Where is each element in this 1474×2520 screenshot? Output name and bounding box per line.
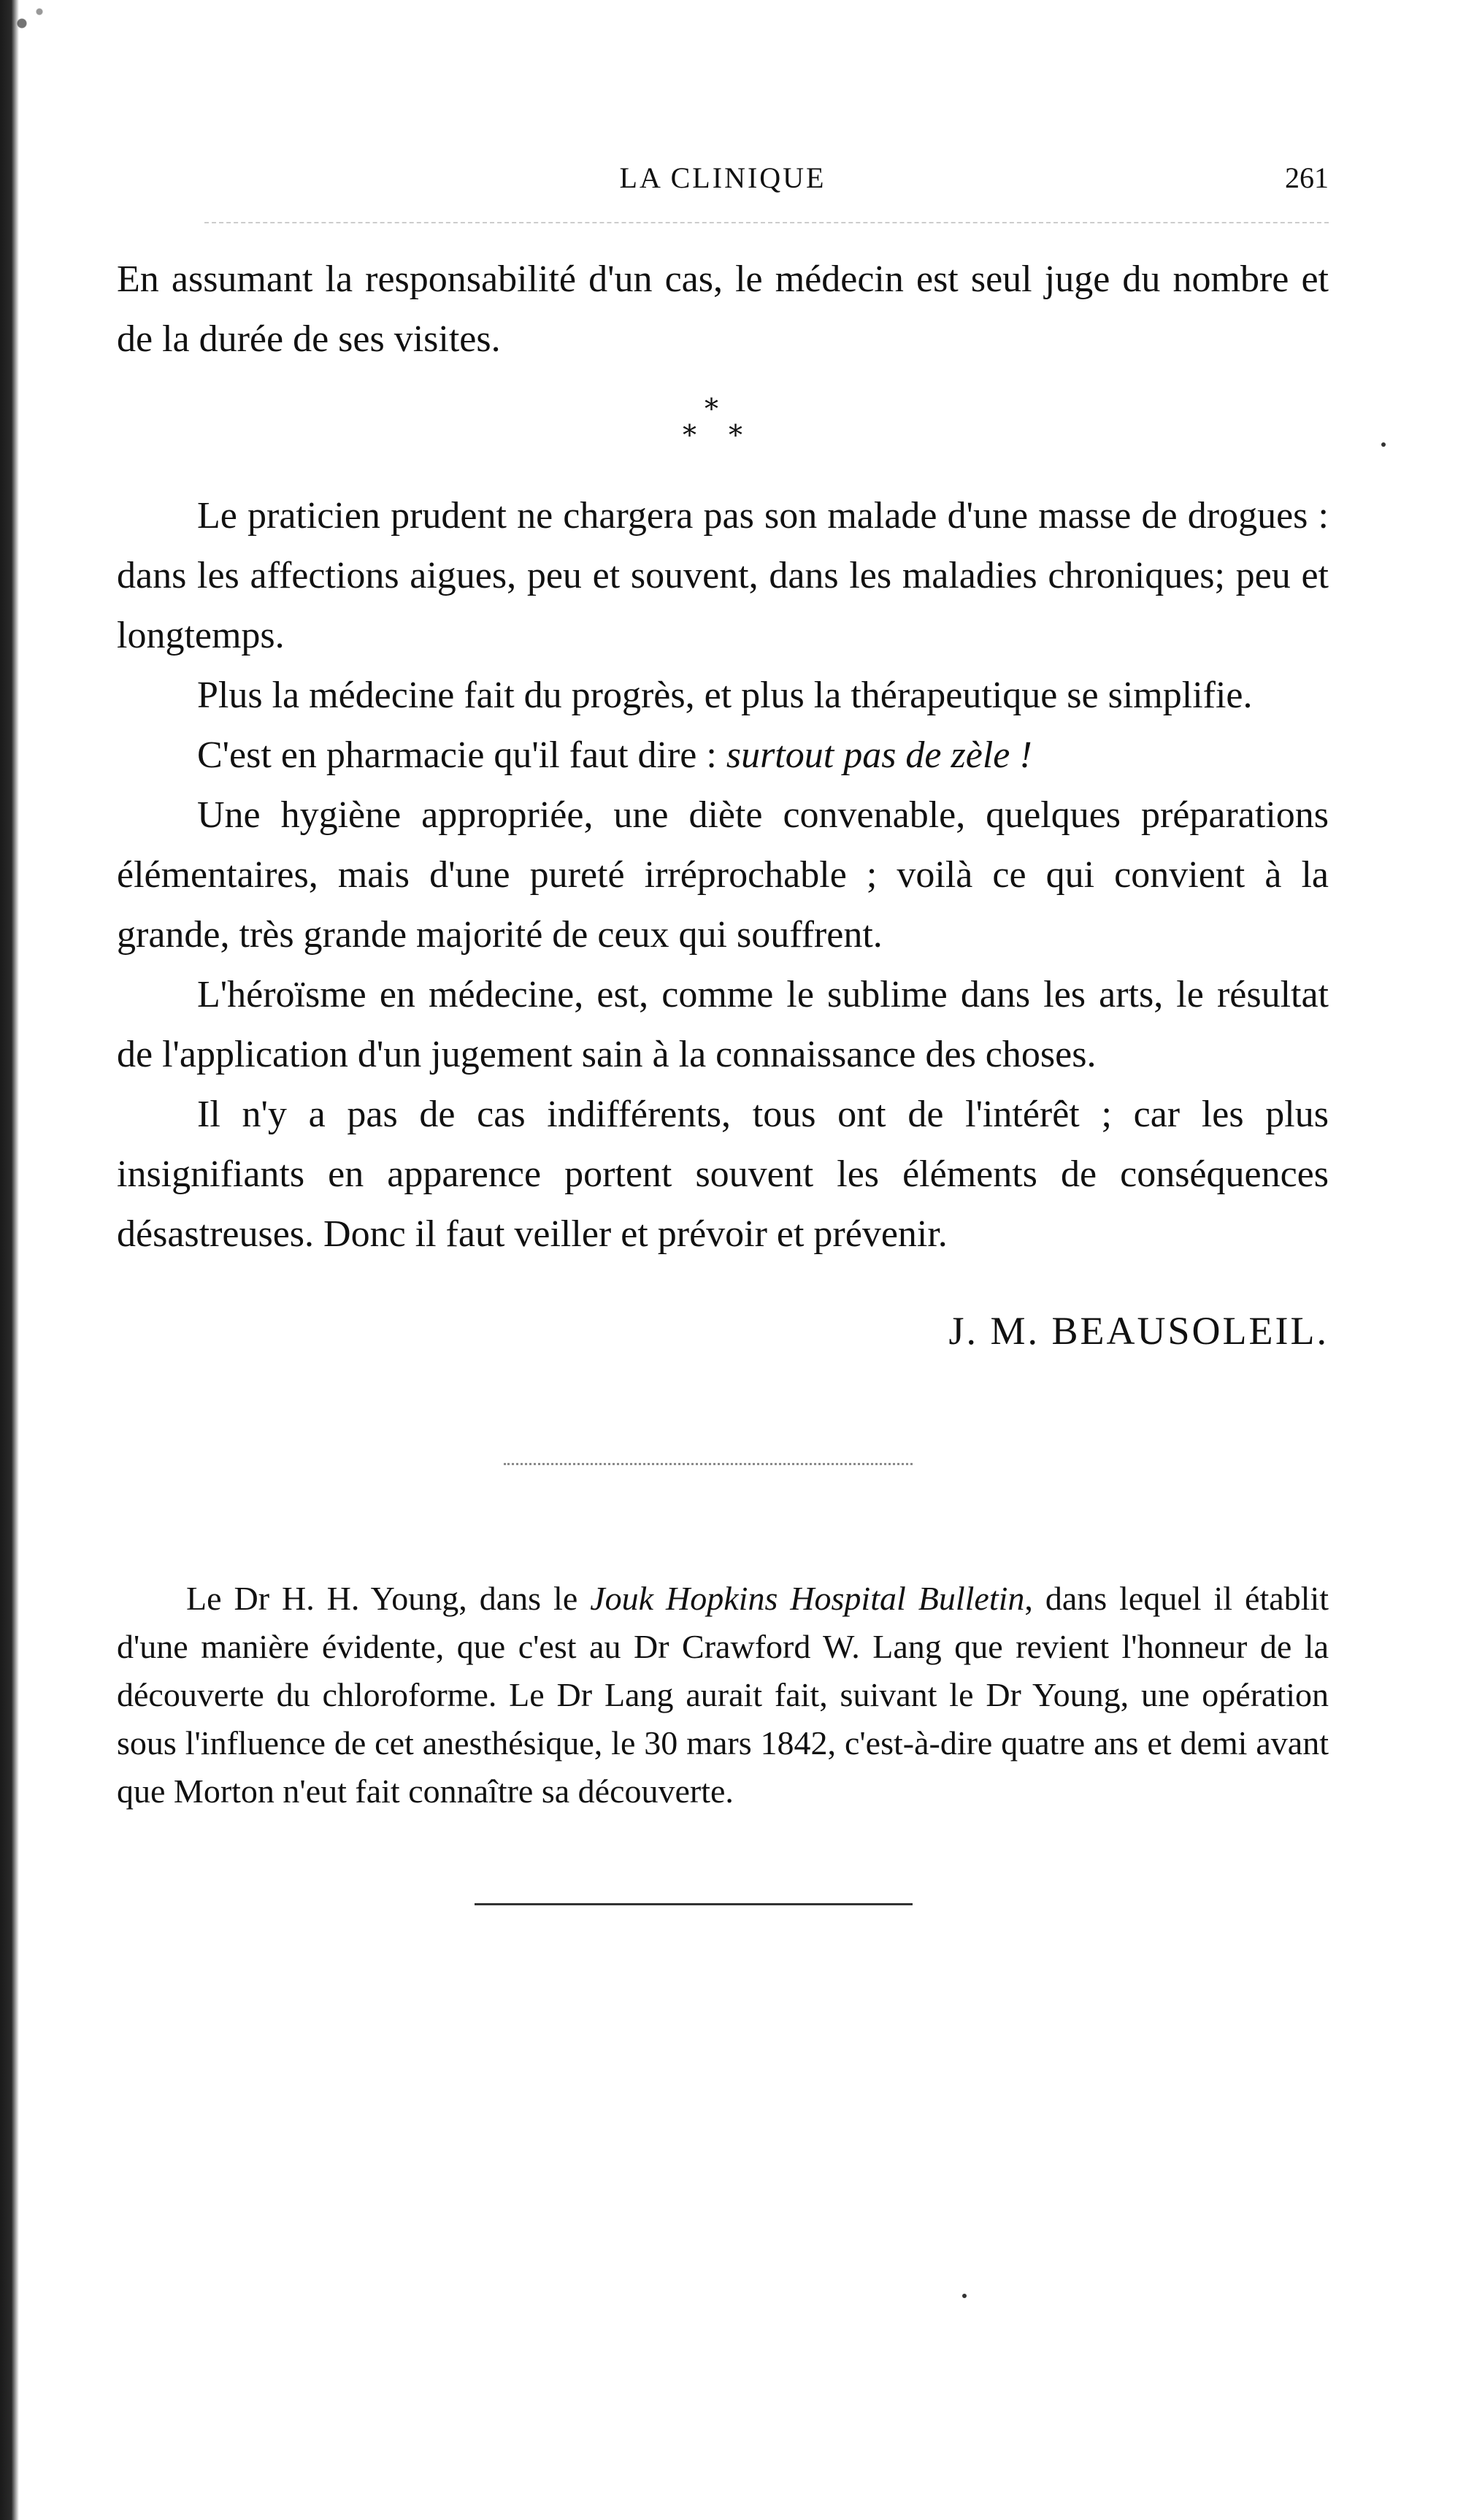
paragraph-3: Plus la médecine fait du progrès, et plus la thérapeutique se simplifie. bbox=[197, 675, 1253, 716]
paragraph-2: Le praticien prudent ne chargera pas son malade d'une masse de drogues : dans les affections aigues, peu et souvent, dans les maladies chroniques; peu et longtemps. bbox=[117, 495, 1329, 656]
asterisk-left: * bbox=[683, 419, 696, 451]
paragraph-6: L'héroïsme en médecine, est, comme le sublime dans les arts, le résultat de l'application d'un jugement sain à la connaissance des choses. bbox=[117, 974, 1329, 1075]
page-number: 261 bbox=[1285, 161, 1329, 194]
end-divider bbox=[475, 1903, 913, 1905]
page bbox=[117, 161, 1329, 1905]
asterism bbox=[117, 377, 1329, 486]
paragraph-4-emphasis: surtout pas de zèle ! bbox=[726, 734, 1032, 776]
note-paragraph bbox=[117, 1575, 1329, 1816]
asterisk-right: * bbox=[729, 419, 742, 451]
running-title: LA CLINIQUE bbox=[619, 161, 826, 194]
asterisk-top: * bbox=[705, 393, 718, 425]
paragraph-7: Il n'y a pas de cas indifférents, tous ont de l'intérêt ; car les plus insignifiants en apparence portent souvent les éléments de conséquences désastreuses. Donc il faut veiller et prévoir et prévenir. bbox=[117, 1094, 1329, 1255]
note-text-start: Le Dr H. H. Young, dans le bbox=[186, 1580, 591, 1617]
author-signature: J. M. BEAUSOLEIL. bbox=[948, 1309, 1329, 1353]
paragraph-5: Une hygiène appropriée, une diète convenable, quelques préparations élémentaires, mais d'une pureté irréprochable ; voilà ce qui convient à la grande, très grande majorité de ceux qui souffrent. bbox=[117, 794, 1329, 956]
scan-speck bbox=[13, 0, 57, 58]
section-divider-dotted bbox=[504, 1463, 913, 1465]
scan-edge-shadow bbox=[0, 0, 19, 2520]
paragraph-4 bbox=[117, 726, 1329, 785]
paragraph-1: En assumant la responsabilité d'un cas, le médecin est seul juge du nombre et de la durée de ses visites. bbox=[117, 258, 1329, 360]
scan-dot bbox=[962, 2294, 967, 2298]
news-note bbox=[117, 1575, 1329, 1816]
note-text-rest: , dans lequel il établit d'une manière évidente, que c'est au Dr Crawford W. Lang que revient l'honneur de la découverte du chloroforme. Le Dr Lang aurait fait, suivant le Dr Young, une opération sous l'influence de cet anesthésique, le 30 mars 1842, c'est-à-dire quatre ans et demi avant que Morton n'eut fait connaître sa découverte. bbox=[117, 1580, 1329, 1810]
journal-title: Jouk Hopkins Hospital Bulletin bbox=[590, 1580, 1025, 1617]
paragraph-4-text: C'est en pharmacie qu'il faut dire : bbox=[197, 734, 726, 776]
running-head bbox=[117, 161, 1329, 212]
scan-dot bbox=[1381, 442, 1386, 447]
header-rule bbox=[204, 222, 1329, 223]
